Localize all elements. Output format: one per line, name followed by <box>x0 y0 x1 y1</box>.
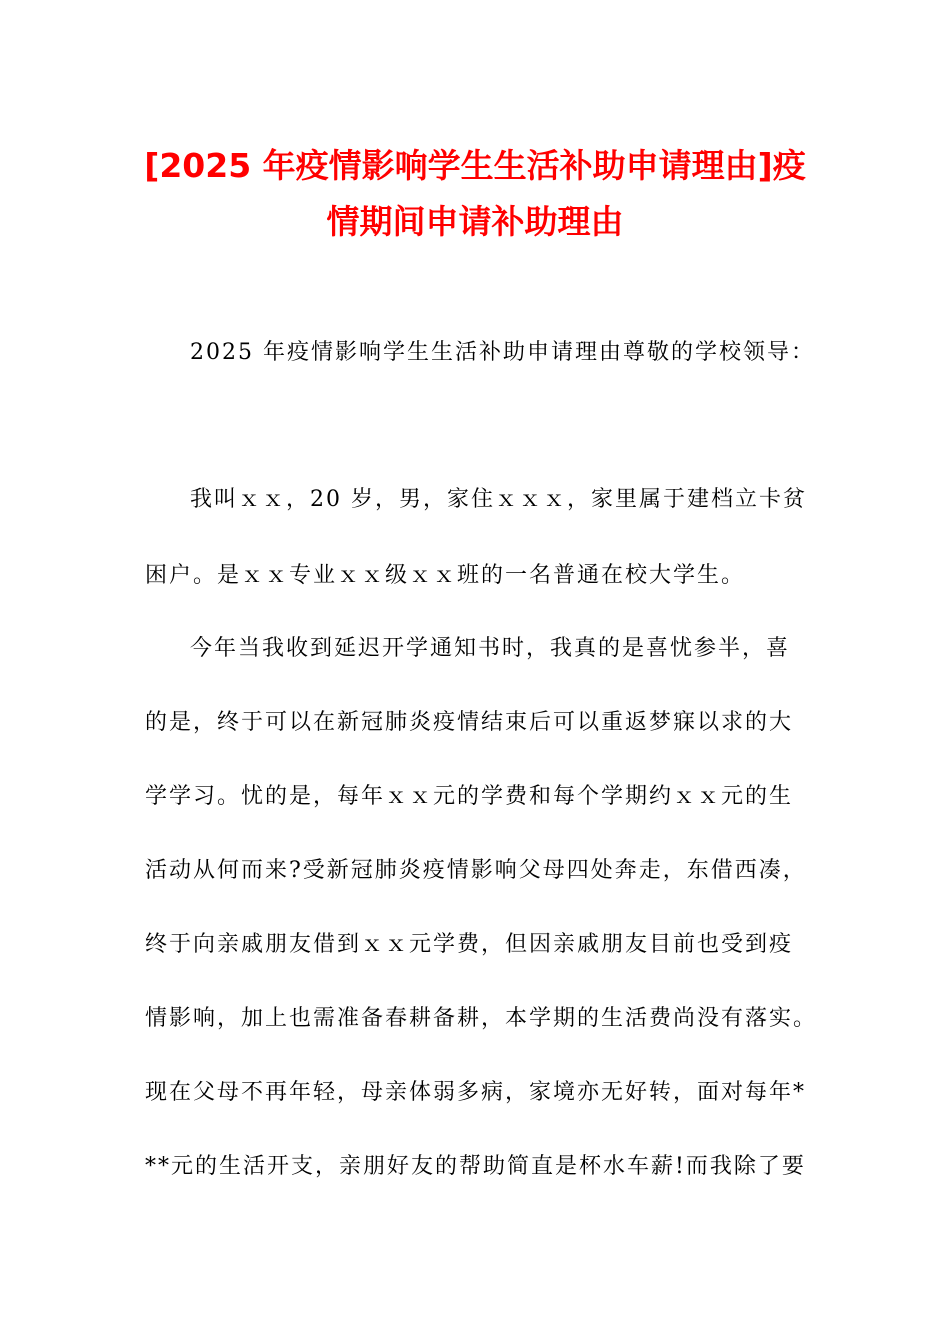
document-title <box>140 138 810 250</box>
paragraph-1-line-1: 我叫ｘｘ，20 岁，男，家住ｘｘｘ，家里属于建档立卡贫 <box>190 487 807 512</box>
paragraph-2-line-1: 今年当我收到延迟开学通知书时，我真的是喜忧参半，喜 <box>190 636 791 661</box>
paragraph-2-line-7: 现在父母不再年轻，母亲体弱多病，家境亦无好转，面对每年* <box>145 1080 807 1105</box>
paragraph-2-line-3: 学学习。忧的是，每年ｘｘ元的学费和每个学期约ｘｘ元的生 <box>145 784 794 809</box>
salutation-line: 2025 年疫情影响学生生活补助申请理由尊敬的学校领导： <box>190 340 815 365</box>
paragraph-2-line-2: 的是，终于可以在新冠肺炎疫情结束后可以重返梦寐以求的大 <box>145 710 794 735</box>
paragraph-2-line-8: **元的生活开支，亲朋好友的帮助简直是杯水车薪!而我除了要 <box>145 1154 806 1179</box>
paragraph-2-line-6: 情影响，加上也需准备春耕备耕，本学期的生活费尚没有落实。 <box>145 1006 818 1031</box>
paragraph-2-line-5: 终于向亲戚朋友借到ｘｘ元学费，但因亲戚朋友目前也受到疫 <box>145 932 794 957</box>
title-line-1: [2025 年疫情影响学生生活补助申请理由]疫 <box>144 146 806 185</box>
title-line-2: 情期间申请补助理由 <box>326 202 624 241</box>
paragraph-2-line-4: 活动从何而来?受新冠肺炎疫情影响父母四处奔走，东借西凑， <box>145 858 807 883</box>
paragraph-1-line-2: 困户。是ｘｘ专业ｘｘ级ｘｘ班的一名普通在校大学生。 <box>145 563 746 588</box>
